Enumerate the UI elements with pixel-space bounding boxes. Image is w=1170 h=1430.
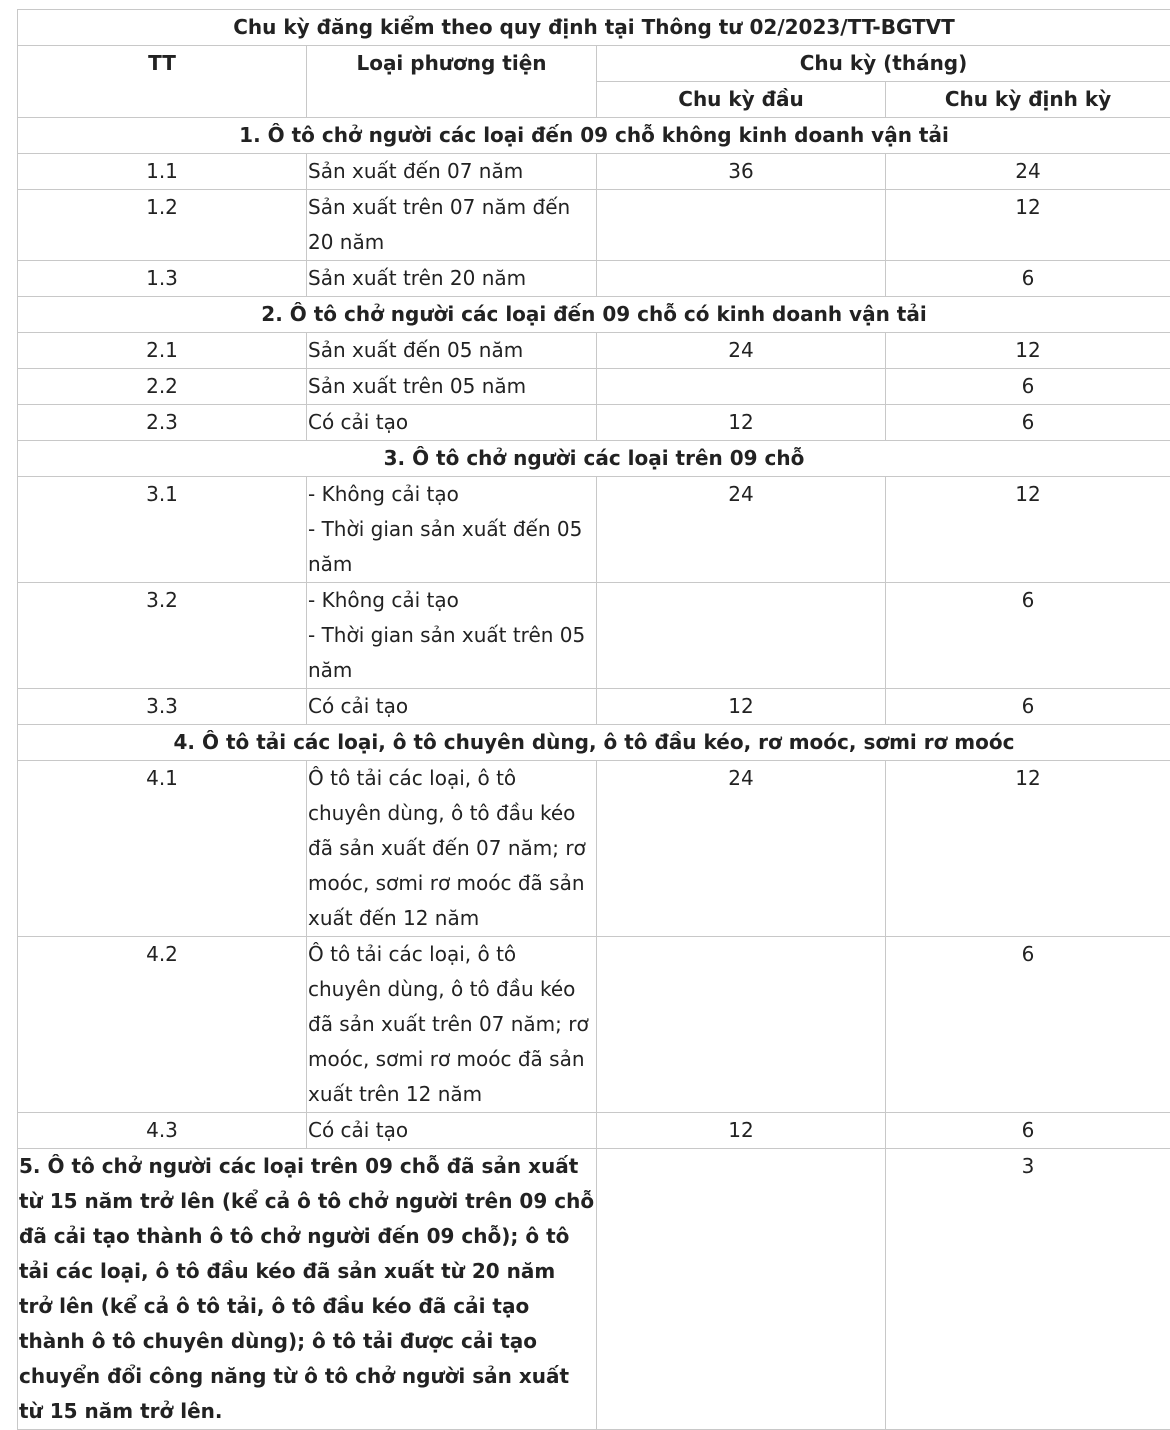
table-row <box>18 369 1170 405</box>
row-first-cycle <box>597 1149 886 1430</box>
row-periodic-cycle: 24 <box>886 154 1170 190</box>
row-description: Ô tô tải các loại, ô tô chuyên dùng, ô tô đầu kéo đã sản xuất trên 07 năm; rơ moóc, sơmi rơ moóc đã sản xuất trên 12 năm <box>307 937 597 1113</box>
table-row <box>18 154 1170 190</box>
table-row <box>18 689 1170 725</box>
row-tt: 4.2 <box>18 937 307 1113</box>
row-tt: 3.2 <box>18 583 307 689</box>
row-description <box>307 477 597 583</box>
row-tt: 1.2 <box>18 190 307 261</box>
row-periodic-cycle: 6 <box>886 937 1170 1113</box>
row-tt: 2.3 <box>18 405 307 441</box>
header-first-cycle: Chu kỳ đầu <box>597 82 886 118</box>
row-first-cycle: 24 <box>597 333 886 369</box>
row-first-cycle: 36 <box>597 154 886 190</box>
header-vehicle-type: Loại phương tiện <box>307 46 597 118</box>
section-heading: 4. Ô tô tải các loại, ô tô chuyên dùng, ô tô đầu kéo, rơ moóc, sơmi rơ moóc <box>18 725 1170 761</box>
description-line: - Không cải tạo <box>308 477 595 512</box>
description-line: - Thời gian sản xuất đến 05 năm <box>308 512 595 582</box>
row-tt: 4.1 <box>18 761 307 937</box>
row-first-cycle: 12 <box>597 405 886 441</box>
section-heading-row <box>18 725 1170 761</box>
row-tt: 2.1 <box>18 333 307 369</box>
table-title-row <box>18 10 1170 46</box>
row-first-cycle <box>597 937 886 1113</box>
row-description: Sản xuất trên 07 năm đến 20 năm <box>307 190 597 261</box>
header-periodic-cycle: Chu kỳ định kỳ <box>886 82 1170 118</box>
row-first-cycle: 12 <box>597 1113 886 1149</box>
section-heading-row <box>18 441 1170 477</box>
row-periodic-cycle: 6 <box>886 405 1170 441</box>
row-first-cycle <box>597 261 886 297</box>
row-first-cycle: 24 <box>597 761 886 937</box>
row-periodic-cycle: 6 <box>886 369 1170 405</box>
row-tt: 1.3 <box>18 261 307 297</box>
row-periodic-cycle: 6 <box>886 583 1170 689</box>
row-periodic-cycle: 12 <box>886 333 1170 369</box>
table-row <box>18 583 1170 689</box>
row-periodic-cycle: 12 <box>886 761 1170 937</box>
row-description: Sản xuất đến 07 năm <box>307 154 597 190</box>
row-description: Sản xuất đến 05 năm <box>307 333 597 369</box>
inspection-cycle-table <box>17 9 1170 1430</box>
section-heading: 1. Ô tô chở người các loại đến 09 chỗ không kinh doanh vận tải <box>18 118 1170 154</box>
section-heading: 2. Ô tô chở người các loại đến 09 chỗ có kinh doanh vận tải <box>18 297 1170 333</box>
table-row <box>18 333 1170 369</box>
row-periodic-cycle: 12 <box>886 190 1170 261</box>
row-tt: 1.1 <box>18 154 307 190</box>
header-cycle-months: Chu kỳ (tháng) <box>597 46 1170 82</box>
row-description: Có cải tạo <box>307 1113 597 1149</box>
row-periodic-cycle: 12 <box>886 477 1170 583</box>
row-description: Ô tô tải các loại, ô tô chuyên dùng, ô tô đầu kéo đã sản xuất đến 07 năm; rơ moóc, sơmi rơ moóc đã sản xuất đến 12 năm <box>307 761 597 937</box>
table-row <box>18 477 1170 583</box>
table-row <box>18 1113 1170 1149</box>
row-first-cycle <box>597 190 886 261</box>
row-tt: 2.2 <box>18 369 307 405</box>
row-description: Có cải tạo <box>307 689 597 725</box>
row-periodic-cycle: 6 <box>886 261 1170 297</box>
section-heading: 3. Ô tô chở người các loại trên 09 chỗ <box>18 441 1170 477</box>
row-tt: 3.1 <box>18 477 307 583</box>
row-first-cycle: 12 <box>597 689 886 725</box>
row-periodic-cycle: 6 <box>886 689 1170 725</box>
header-row <box>18 46 1170 82</box>
row-first-cycle <box>597 369 886 405</box>
description-line: - Không cải tạo <box>308 583 595 618</box>
row-first-cycle: 24 <box>597 477 886 583</box>
table-row <box>18 190 1170 261</box>
table-row <box>18 761 1170 937</box>
row-periodic-cycle: 6 <box>886 1113 1170 1149</box>
description-line: - Thời gian sản xuất trên 05 năm <box>308 618 595 688</box>
row-description <box>307 583 597 689</box>
header-tt: TT <box>18 46 307 118</box>
table-row <box>18 405 1170 441</box>
table-title: Chu kỳ đăng kiểm theo quy định tại Thông tư 02/2023/TT-BGTVT <box>18 10 1170 46</box>
table-row <box>18 937 1170 1113</box>
table-row <box>18 1149 1170 1430</box>
row-tt: 3.3 <box>18 689 307 725</box>
row-description: Có cải tạo <box>307 405 597 441</box>
row-tt: 4.3 <box>18 1113 307 1149</box>
row-description: Sản xuất trên 20 năm <box>307 261 597 297</box>
row-first-cycle <box>597 583 886 689</box>
section-heading-row <box>18 297 1170 333</box>
table-row <box>18 261 1170 297</box>
row-description: Sản xuất trên 05 năm <box>307 369 597 405</box>
section-5-heading: 5. Ô tô chở người các loại trên 09 chỗ đã sản xuất từ 15 năm trở lên (kể cả ô tô chở người trên 09 chỗ đã cải tạo thành ô tô chở người đến 09 chỗ); ô tô tải các loại, ô tô đầu kéo đã sản xuất từ 20 năm trở lên (kể cả ô tô tải, ô tô đầu kéo đã cải tạo thành ô tô chuyên dùng); ô tô tải được cải tạo chuyển đổi công năng từ ô tô chở người sản xuất từ 15 năm trở lên. <box>18 1149 597 1430</box>
row-periodic-cycle: 3 <box>886 1149 1170 1430</box>
section-heading-row <box>18 118 1170 154</box>
